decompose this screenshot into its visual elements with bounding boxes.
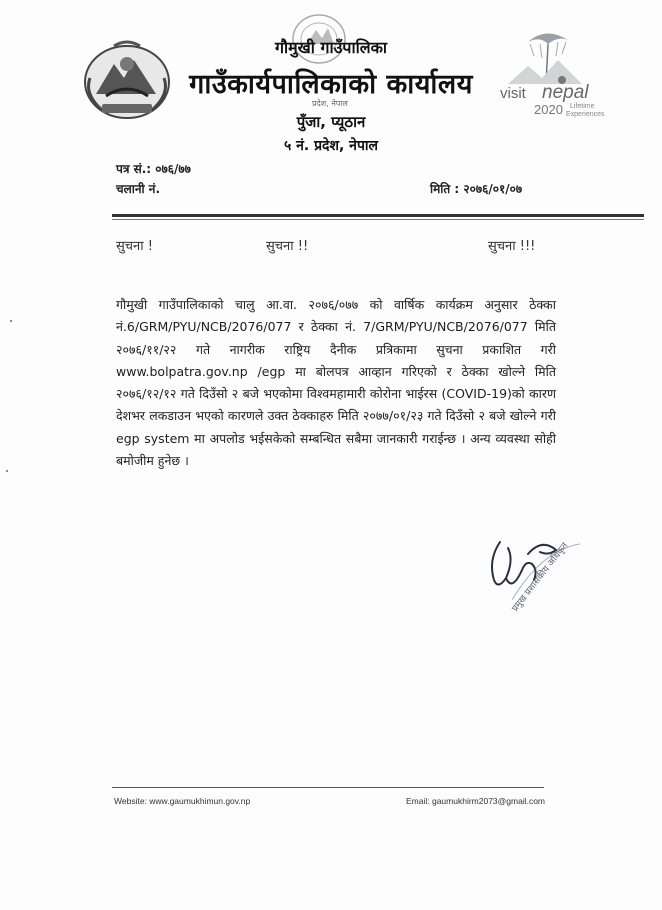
reference-number	[116, 160, 191, 177]
reference-value: ०७६/७७	[155, 162, 191, 176]
notice-heading-2: सुचना !!	[266, 239, 309, 254]
notice-body: गौमुखी गाउँपालिकाको चालु आ.वा. २०७६/०७७ को वार्षिक कार्यक्रम अनुसार ठेक्का नं.6/GRM/PYU/NCB/2076/077 र ठेक्का नं. 7/GRM/PYU/NCB/2076/077 मिति २०७६/११/२२ गते नागरीक राष्ट्रिय दैनीक प्रत्रिकामा सुचना प्रकाशित गरी www.bolpatra.gov.np /egp मा बोलपत्र आव्हान गरिएको र ठेक्का खोल्ने मिति २०७६/१२/१२ गते दिउँसो २ बजे भएकोमा विश्वमहामारी कोरोना भाईरस (COVID-19)को कारण देशभर लकडाउन भएको कारणले उक्त ठेक्काहरु मिति २०७७/०१/२३ गते दिउँसो २ बजे खोल्ने गरी egp system मा अपलोड भईसकेको सम्बन्धित सबैमा जानकारी गराईन्छ । अन्य व्यवस्था सोही बमोजीम हुनेछ ।	[116, 297, 556, 469]
footer-divider	[112, 787, 544, 788]
dispatch-number	[116, 180, 160, 197]
header-divider	[112, 214, 644, 217]
scan-speck	[10, 320, 12, 322]
notice-heading-1: सुचना !	[116, 239, 153, 254]
visit-logo-word-visit: visit	[500, 85, 526, 102]
reference-label: पत्र सं.:	[116, 162, 152, 176]
stamp-text: प्रमुख प्रशासकीय अधिकृत	[510, 541, 571, 614]
address-line-2: ५ नं. प्रदेश, नेपाल	[283, 138, 379, 154]
municipality-name: गौमुखी गाउँपालिका	[274, 38, 388, 57]
scan-speck	[6, 470, 8, 472]
address-line-1: पुँजा, प्यूठान	[296, 113, 366, 131]
date-label: मिति :	[430, 182, 460, 196]
footer-website: Website: www.gaumukhimun.gov.np	[114, 796, 251, 806]
date-value: २०७६/०१/०७	[463, 182, 523, 196]
letter-date	[430, 180, 522, 197]
dispatch-label: चलानी नं.	[116, 182, 161, 196]
office-name: गाउँकार्यपालिकाको कार्यालय	[189, 69, 473, 100]
visit-logo-word-nepal: nepal	[542, 82, 589, 103]
visit-logo-tagline-2: Experiences	[566, 111, 605, 118]
header-divider-thin	[112, 219, 644, 220]
seal-text: प्रदेश, नेपाल	[312, 99, 348, 108]
signature-with-stamp	[482, 530, 592, 620]
visit-logo-year: 2020	[534, 102, 563, 117]
footer-email: Email: gaumukhirm2073@gmail.com	[406, 796, 546, 806]
notice-heading-3: सुचना !!!	[488, 239, 536, 254]
visit-logo-tagline-1: Lifetime	[570, 103, 595, 110]
